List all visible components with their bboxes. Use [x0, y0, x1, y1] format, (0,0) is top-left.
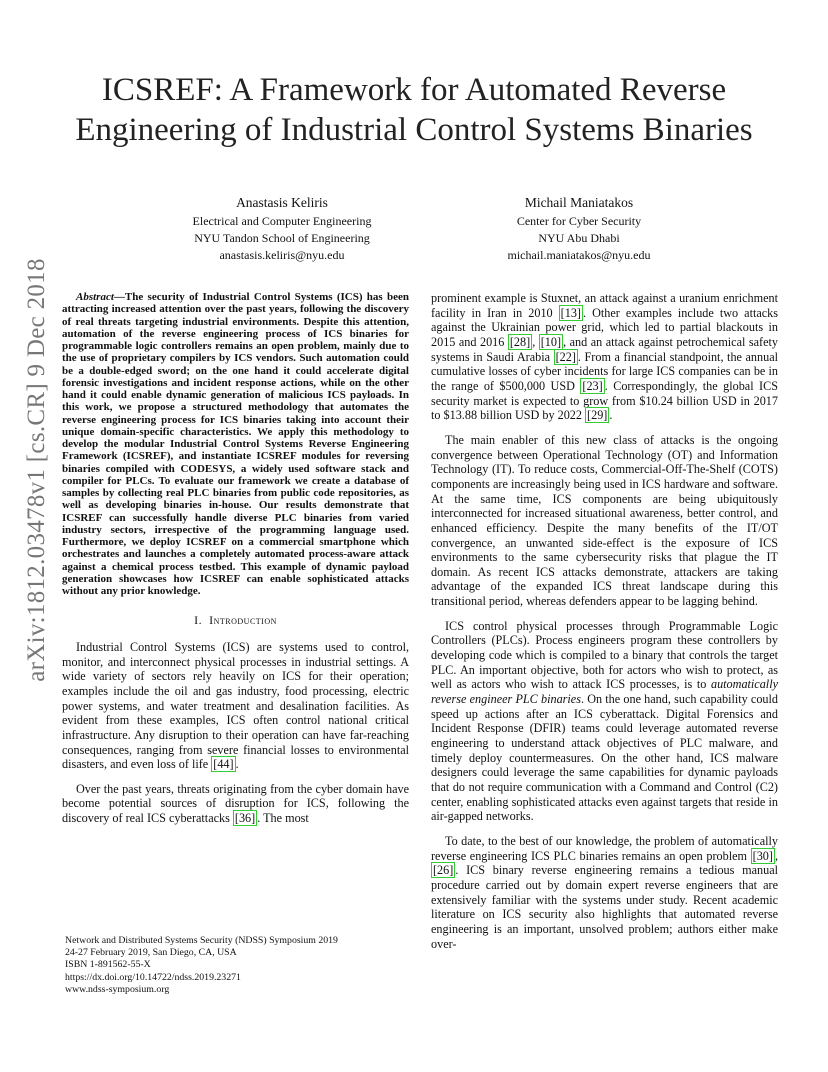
footnote-line: 24-27 February 2019, San Diego, CA, USA	[65, 947, 237, 959]
paragraph-text: Over the past years, threats originating from the cyber domain have become potential sources of disruption for ICS, following the discovery of real ICS cyberattacks	[62, 781, 409, 826]
abstract-text: —The security of Industrial Control Systems (ICS) has been attracting increased attention over the past years, following the discovery of real threats targeting industrial environments. Despite this attention, automation of the reverse engineering process of ICS binaries for programmable logic controllers remains an open problem, mainly due to the use of proprietary compilers by ICS vendors. Such automation could be a double-edged sword; on the one hand it could accelerate digital forensic investigations and incident response actions, while on the other hand it could enable dynamic generation of malicious ICS payloads. In this work, we propose a structured methodology that automates the reverse engineering process for ICS binaries taking into account their unique domain-specific characteristics. We apply this methodology to develop the modular Industrial Control Systems Reverse Engineering Framework (ICSREF), and instantiate ICSREF modules for reversing binaries compiled with CODESYS, a widely used software stack and compiler for PLCs. To evaluate our framework we create a database of samples by collecting real PLC binaries from public code repositories, as well as developing binaries in-house. Our results demonstrate that ICSREF can successfully handle diverse PLC binaries from varied industry sectors, irrespective of the programming language used. Furthermore, we deploy ICSREF on a commercial smartphone which orchestrates and launches a completely automated process-aware attack against a chemical process testbed. This example of dynamic payload generation showcases how ICSREF can enable sophisticated attacks without any prior knowledge.	[62, 291, 409, 597]
citation-link[interactable]: [22]	[555, 349, 576, 364]
author-organization: NYU Tandon School of Engineering	[194, 231, 370, 245]
paragraph-text: prominent example is Stuxnet, an attack against a uranium enrichment facility in Iran in 2010	[431, 291, 778, 320]
paragraph: The main enabler of this new class of attacks is the ongoing convergence between Operational Technology (OT) and Information Technology (IT). To reduce costs, Commercial-Off-The-Shelf (COTS) components are increasingly being used in ICS hardware and software. At the same time, ICS components are being ubiquitously interconnected for increased situational awareness, better control, and enhanced efficiency. Despite the many benefits of the IT/OT convergence, an unwanted side-effect is the exposure of ICS environments to the same cybersecurity risks that plague the IT domain. As recent ICS attacks demonstrate, attackers are taking advantage of the expanded ICS threat landscape during this transitional period, whereas defenders appear to be lagging behind.	[431, 432, 778, 609]
title-line-1: ICSREF: A Framework for Automated Reverse	[101, 72, 727, 108]
citation-link[interactable]: [29]	[587, 408, 608, 423]
paragraph	[431, 291, 778, 423]
section-title: Introduction	[209, 613, 277, 628]
author-name: Anastasis Keliris	[236, 195, 328, 210]
author-name: Michail Maniatakos	[524, 195, 634, 210]
paragraph	[431, 619, 778, 824]
paragraph-text: . ICS binary reverse engineering remains a tedious manual procedure carried out by domain expert reverse engineers that are extensively familiar with the systems under study. Recent academic literature on ICS security also highlights that automated reverse engineering is an important, unsolved problem; authors either make over-	[431, 863, 778, 951]
citation-link[interactable]: [44]	[213, 757, 234, 772]
citation-link[interactable]: [30]	[752, 848, 773, 863]
paragraph	[62, 640, 409, 772]
abstract	[62, 291, 409, 597]
footnote-doi-link[interactable]: https://dx.doi.org/10.14722/ndss.2019.23271	[65, 971, 241, 983]
author-organization: NYU Abu Dhabi	[538, 231, 620, 245]
paragraph-text: . The most	[257, 811, 309, 826]
paragraph-text: .	[235, 757, 239, 772]
paragraph-text: . From a financial standpoint, the annual cumulative losses of cyber incidents for large ICS companies can be in the range of $500,000 USD	[431, 349, 779, 393]
paragraph-text: . On the one hand, such capability could speed up actions after an ICS cyberattack. Digital Forensics and Incident Response (DFIR) teams could leverage automated reverse engineering to understand attack objectives of PLC malware, and timely deploy countermeasures. On the other hand, ICS malware designers could leverage the same capabilities for dynamic payloads that do not require communication with a Command and Control (C2) center, enabling sophisticated attacks even against targets that reside in air-gapped networks.	[431, 692, 778, 824]
paragraph-text: ,	[774, 848, 778, 863]
author-email: anastasis.keliris@nyu.edu	[219, 248, 345, 262]
arxiv-identifier: arXiv:1812.03478v1 [cs.CR] 9 Dec 2018	[23, 258, 50, 682]
citation-link[interactable]: [26]	[433, 863, 454, 878]
emphasis-text: automatically reverse engineer PLC binaries	[431, 677, 778, 707]
citation-link[interactable]: [23]	[582, 378, 603, 393]
paragraph-text: . Correspondingly, the global ICS security market is expected to grow from $10.24 billion USD in 2017 to $13.88 billion USD by 2022	[431, 378, 778, 423]
conference-footnote	[65, 935, 405, 996]
citation-link[interactable]: [13]	[560, 305, 581, 320]
left-column	[62, 291, 409, 826]
author-email: michail.maniatakos@nyu.edu	[507, 248, 651, 262]
author-block-2	[429, 193, 729, 264]
footnote-line: ISBN 1-891562-55-X	[65, 959, 151, 971]
paragraph-text: Industrial Control Systems (ICS) are systems used to control, monitor, and interconnect physical processes in industrial settings. A wide variety of sectors rely heavily on ICS for their operation; examples include the oil and gas industry, food processing, electric power systems, and water treatment and desalination facilities. As evident from these examples, ICS often control national critical infrastructure. Any disruption to their operation can have far-reaching consequences, ranging from severe financial losses to environmental disasters, and even loss of life	[62, 639, 409, 772]
paragraph-text: ICS control physical processes through Programmable Logic Controllers (PLCs). Process engineers program these controllers by developing code which is compiled to a binary that controls the target PLC. An important objective, both for actors who wish to protect, as well as actors who wish to attack ICS processes, is to	[431, 618, 778, 692]
paragraph-text: ,	[532, 334, 539, 349]
citation-link[interactable]: [10]	[540, 334, 562, 349]
author-block-1	[132, 193, 432, 264]
footnote-website-link[interactable]: www.ndss-symposium.org	[65, 983, 170, 995]
paragraph-text: .	[609, 408, 613, 423]
paragraph-text: . Other examples include two attacks against the Ukrainian power grid, which led to partial blackouts in 2015 and 2016	[431, 305, 778, 349]
paragraph	[431, 834, 778, 951]
footnote-line: Network and Distributed Systems Security (NDSS) Symposium 2019	[65, 935, 338, 946]
title-line-2: Engineering of Industrial Control Systems Binaries	[75, 112, 753, 148]
paragraph-text: To date, to the best of our knowledge, the problem of automatically reverse engineering ICS PLC binaries remains an open problem	[431, 833, 778, 863]
citation-link[interactable]: [28]	[509, 334, 531, 349]
section-heading	[62, 613, 409, 628]
author-department: Electrical and Computer Engineering	[192, 214, 372, 228]
right-column	[431, 291, 778, 951]
paragraph-text: , and an attack against petrochemical safety systems in Saudi Arabia	[431, 334, 778, 364]
abstract-label: Abstract	[76, 291, 114, 303]
section-number: I.	[194, 613, 203, 628]
citation-link[interactable]: [36]	[234, 811, 256, 826]
paragraph	[62, 782, 409, 826]
author-department: Center for Cyber Security	[516, 214, 642, 228]
paper-title	[60, 70, 768, 150]
